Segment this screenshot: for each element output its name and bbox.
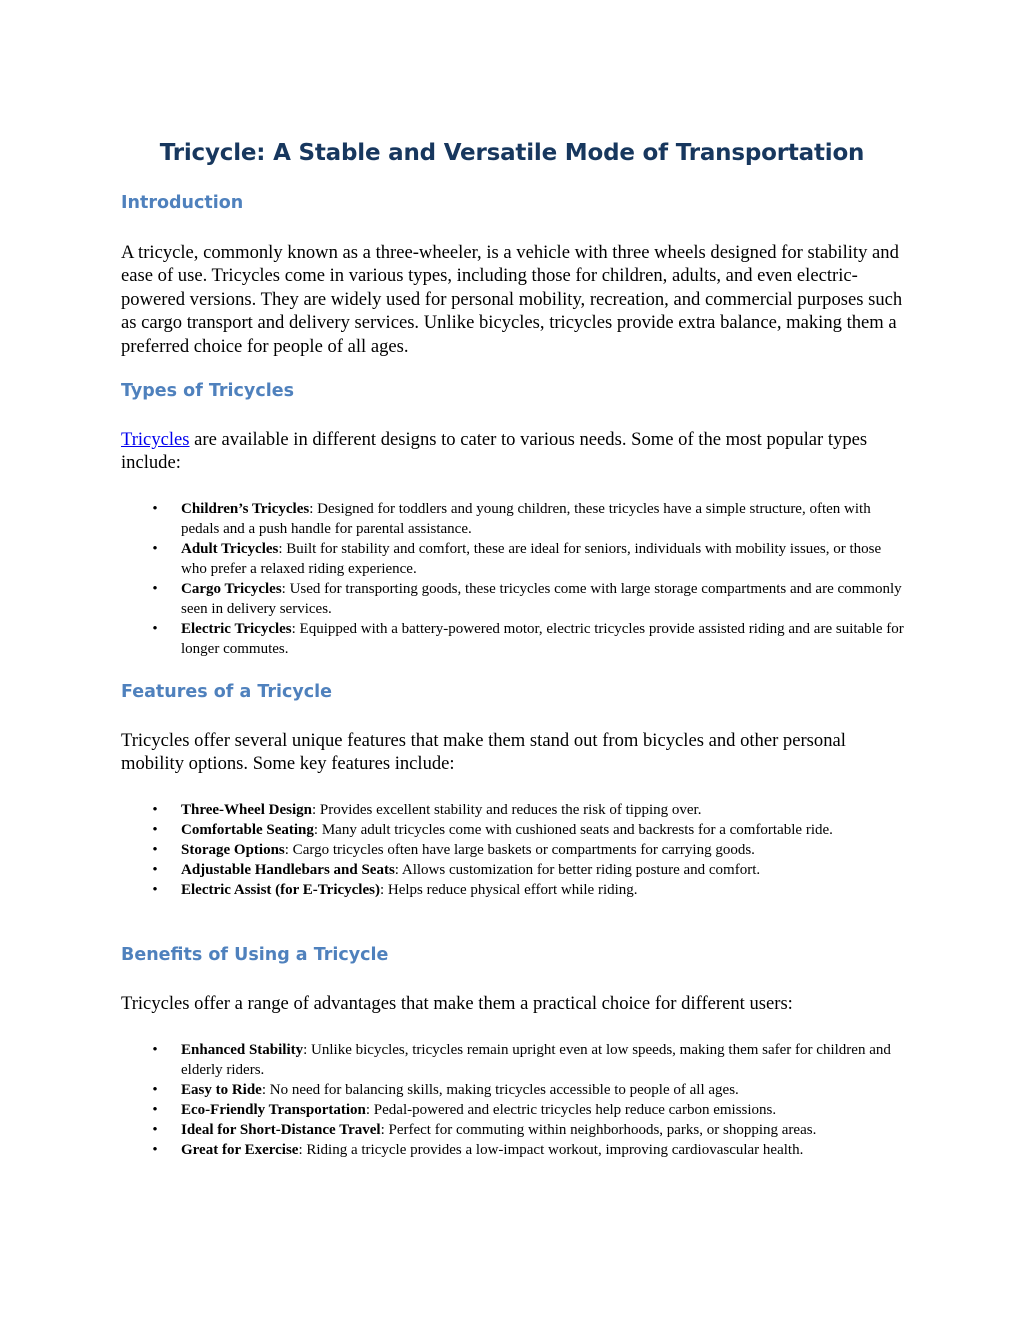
- list-item-desc: : Allows customization for better riding posture and comfort.: [394, 862, 761, 878]
- heading-types: Types of Tricycles: [121, 381, 294, 401]
- list-item-desc: : Used for transporting goods, these tricycles come with large storage compartments and are commonly seen in delivery services.: [181, 581, 902, 617]
- list-item: [0, 840, 1024, 860]
- list-item-desc: : Built for stability and comfort, these are ideal for seniors, individuals with mobility issues, or those who prefer a relaxed riding experience.: [181, 541, 882, 577]
- list-item-term: Adjustable Handlebars and Seats: [181, 862, 395, 878]
- list-item: [0, 579, 1024, 619]
- features-list: [0, 800, 1024, 900]
- list-item-desc: : Unlike bicycles, tricycles remain upright even at low speeds, making them safer for children and elderly riders.: [181, 1042, 891, 1078]
- bullet-icon: •: [152, 1042, 158, 1058]
- bullet-icon: •: [152, 541, 158, 557]
- list-item: [0, 880, 1024, 900]
- list-item: [0, 499, 1024, 539]
- list-item-desc: : Cargo tricycles often have large baskets or compartments for carrying goods.: [284, 842, 755, 858]
- heading-benefits: Benefits of Using a Tricycle: [121, 945, 389, 965]
- list-item-term: Electric Assist (for E-Tricycles): [181, 882, 380, 898]
- bullet-icon: •: [152, 882, 158, 898]
- bullet-icon: •: [152, 1142, 158, 1158]
- types-paragraph-text: are available in different designs to cater to various needs. Some of the most popular types include:: [121, 429, 868, 474]
- list-item-desc: : Riding a tricycle provides a low-impact workout, improving cardiovascular health.: [298, 1142, 804, 1158]
- bullet-icon: •: [152, 621, 158, 637]
- bullet-icon: •: [152, 501, 158, 517]
- list-item-term: Comfortable Seating: [181, 822, 314, 838]
- list-item-term: Eco-Friendly Transportation: [181, 1102, 366, 1118]
- list-item: [0, 820, 1024, 840]
- bullet-icon: •: [152, 1122, 158, 1138]
- list-item-desc: : Equipped with a battery-powered motor, electric tricycles provide assisted riding and are suitable for longer commutes.: [181, 621, 904, 657]
- list-item-desc: : Designed for toddlers and young children, these tricycles have a simple structure, often with pedals and a push handle for parental assistance.: [181, 501, 871, 537]
- types-paragraph: [121, 428, 911, 475]
- list-item-term: Cargo Tricycles: [181, 581, 282, 597]
- list-item: [0, 860, 1024, 880]
- bullet-icon: •: [152, 862, 158, 878]
- list-item-term: Easy to Ride: [181, 1082, 262, 1098]
- tricycles-link[interactable]: Tricycles: [121, 429, 190, 450]
- list-item: [0, 619, 1024, 659]
- list-item-desc: : Pedal-powered and electric tricycles help reduce carbon emissions.: [365, 1102, 777, 1118]
- bullet-icon: •: [152, 822, 158, 838]
- list-item-desc: : Provides excellent stability and reduces the risk of tipping over.: [311, 802, 702, 818]
- benefits-paragraph: Tricycles offer a range of advantages that make them a practical choice for different users:: [121, 993, 793, 1014]
- page-title: Tricycle: A Stable and Versatile Mode of Transportation: [159, 140, 865, 166]
- list-item-term: Storage Options: [181, 842, 285, 858]
- list-item: [0, 1120, 1024, 1140]
- bullet-icon: •: [152, 842, 158, 858]
- features-paragraph: Tricycles offer several unique features that make them stand out from bicycles and other personal mobility options. Some key features include:: [121, 730, 846, 775]
- list-item: [0, 1080, 1024, 1100]
- heading-features: Features of a Tricycle: [121, 682, 333, 702]
- intro-paragraph: A tricycle, commonly known as a three-wheeler, is a vehicle with three wheels designed for stability and ease of use. Tricycles come in various types, including those for children, adults, and even electric-powered versions. They are widely used for personal mobility, recreation, and commercial purposes such as cargo transport and delivery services. Unlike bicycles, tricycles provide extra balance, making them a preferred choice for people of all ages.: [121, 242, 903, 357]
- list-item-desc: : No need for balancing skills, making tricycles accessible to people of all ages.: [261, 1082, 739, 1098]
- list-item: [0, 1140, 1024, 1160]
- list-item-term: Children’s Tricycles: [181, 501, 310, 517]
- list-item: [0, 1040, 1024, 1080]
- bullet-icon: •: [152, 1082, 158, 1098]
- list-item-desc: : Many adult tricycles come with cushioned seats and backrests for a comfortable ride.: [313, 822, 833, 838]
- bullet-icon: •: [152, 581, 158, 597]
- list-item-term: Three-Wheel Design: [181, 802, 312, 818]
- benefits-list: [0, 1040, 1024, 1160]
- list-item: [0, 800, 1024, 820]
- list-item-term: Ideal for Short-Distance Travel: [181, 1122, 381, 1138]
- heading-introduction: Introduction: [121, 193, 244, 213]
- list-item: [0, 539, 1024, 579]
- types-list: [0, 499, 1024, 659]
- list-item-desc: : Helps reduce physical effort while riding.: [379, 882, 638, 898]
- list-item-term: Great for Exercise: [181, 1142, 299, 1158]
- list-item-term: Electric Tricycles: [181, 621, 292, 637]
- list-item-term: Enhanced Stability: [181, 1042, 304, 1058]
- list-item: [0, 1100, 1024, 1120]
- bullet-icon: •: [152, 1102, 158, 1118]
- bullet-icon: •: [152, 802, 158, 818]
- list-item-term: Adult Tricycles: [181, 541, 279, 557]
- list-item-desc: : Perfect for commuting within neighborhoods, parks, or shopping areas.: [380, 1122, 817, 1138]
